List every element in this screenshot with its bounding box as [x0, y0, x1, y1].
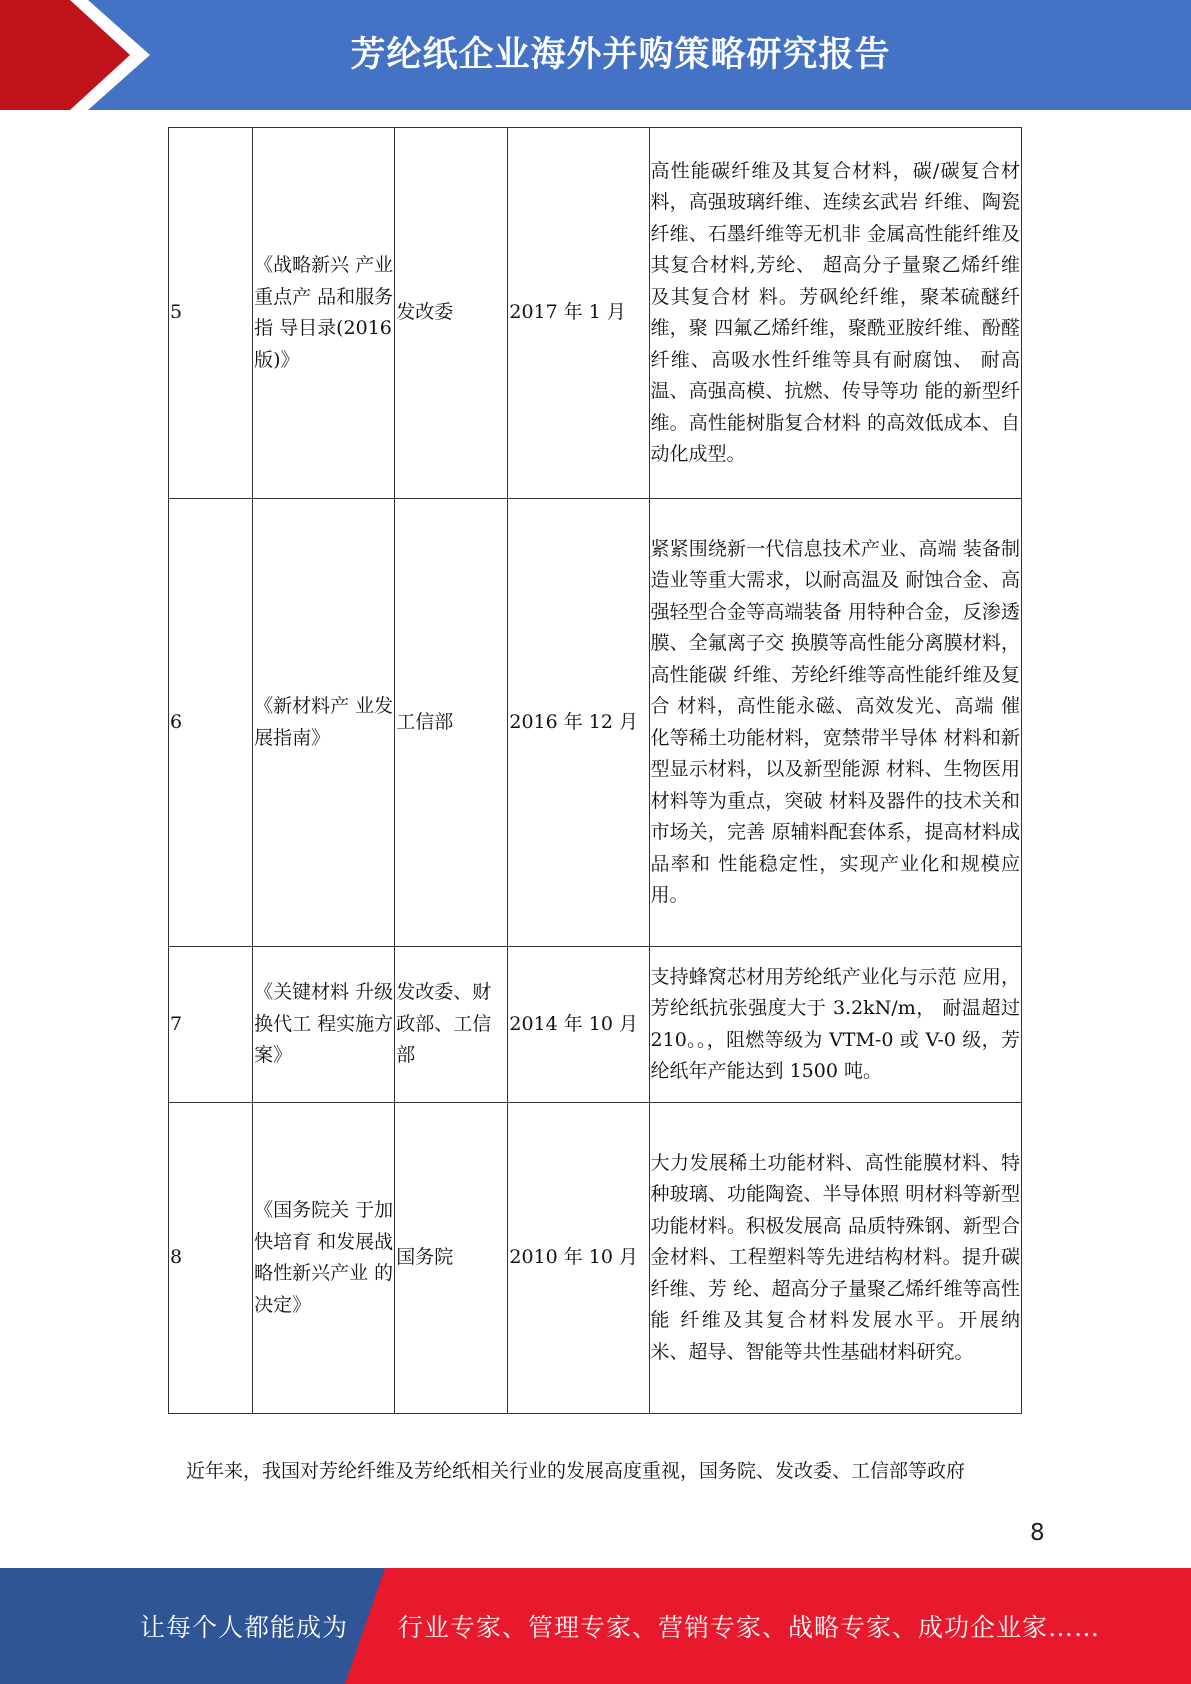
issuing-department: 工信部: [395, 499, 508, 947]
issue-date: 2010 年 10 月: [508, 1103, 649, 1414]
policy-content: 高性能碳纤维及其复合材料，碳/碳复合材料，高强玻璃纤维、连续玄武岩 纤维、陶瓷纤维、石墨纤维等无机非 金属高性能纤维及其复合材料,芳纶、 超高分子量聚乙烯纤维及其复合材 料。芳砜纶纤维，聚苯硫醚纤维，聚 四氟乙烯纤维，聚酰亚胺纤维、酚醛 纤维、高吸水性纤维等具有耐腐蚀、 耐高温、高强高模、抗燃、传导等功 能的新型纤维。高性能树脂复合材料 的高效低成本、自动化成型。: [649, 128, 1021, 499]
issuing-department: 国务院: [395, 1103, 508, 1414]
table-row: [169, 128, 1022, 499]
footer-band: [0, 1568, 1191, 1684]
issue-date: 2016 年 12 月: [508, 499, 649, 947]
page-number: 8: [1030, 1520, 1045, 1546]
issuing-department: 发改委: [395, 128, 508, 499]
issue-date: 2017 年 1 月: [508, 128, 649, 499]
footer-slogan-right: 行业专家、管理专家、营销专家、战略专家、成功企业家……: [398, 1613, 1101, 1642]
issuing-department: 发改委、财政部、工信部: [395, 947, 508, 1103]
policy-title: 《国务院关 于加快培育 和发展战略性新兴产业 的决定》: [253, 1103, 395, 1414]
report-title: 芳纶纸企业海外并购策略研究报告: [350, 35, 891, 75]
row-number: 6: [169, 499, 253, 947]
row-number: 7: [169, 947, 253, 1103]
row-number: 5: [169, 128, 253, 499]
row-number: 8: [169, 1103, 253, 1414]
footer-slogan-left: 让每个人都能成为: [140, 1613, 349, 1642]
table-row: [169, 947, 1022, 1103]
policy-content: 紧紧围绕新一代信息技术产业、高端 装备制造业等重大需求，以耐高温及 耐蚀合金、高强轻型合金等高端装备 用特种合金，反渗透膜、全氟离子交 换膜等高性能分离膜材料，高性能碳 纤维、芳纶纤维等高性能纤维及复合 材料，高性能永磁、高效发光、高端 催化等稀土功能材料，宽禁带半导体 材料和新型显示材料，以及新型能源 材料、生物医用材料等为重点，突破 材料及器件的技术关和市场关，完善 原辅料配套体系，提高材料成品率和 性能稳定性，实现产业化和规模应用。: [649, 499, 1021, 947]
issue-date: 2014 年 10 月: [508, 947, 649, 1103]
policy-title: 《关键材料 升级换代工 程实施方案》: [253, 947, 395, 1103]
body-paragraph: 近年来，我国对芳纶纤维及芳纶纸相关行业的发展高度重视，国务院、发改委、工信部等政府: [186, 1460, 966, 1482]
policy-content: 支持蜂窝芯材用芳纶纸产业化与示范 应用，芳纶纸抗张强度大于 3.2kN/m， 耐温超过 210。。，阻燃等级为 VTM-0 或 V-0 级，芳纶纸年产能达到 1500 吨。: [649, 947, 1021, 1103]
table-row: [169, 1103, 1022, 1414]
table-row: [169, 499, 1022, 947]
policy-title: 《战略新兴 产业重点产 品和服务指 导目录(2016 版)》: [253, 128, 395, 499]
policy-table: [168, 127, 1022, 1414]
header-band: [0, 0, 1191, 110]
policy-title: 《新材料产 业发展指南》: [253, 499, 395, 947]
header-chevron-decoration: [0, 0, 160, 110]
policy-content: 大力发展稀土功能材料、高性能膜材料、特种玻璃、功能陶瓷、半导体照 明材料等新型功能材料。积极发展高 品质特殊钢、新型合金材料、工程塑料等先进结构材料。提升碳纤维、芳 纶、超高分子量聚乙烯纤维等高性能 纤维及其复合材料发展水平。开展纳 米、超导、智能等共性基础材料研究。: [649, 1103, 1021, 1414]
